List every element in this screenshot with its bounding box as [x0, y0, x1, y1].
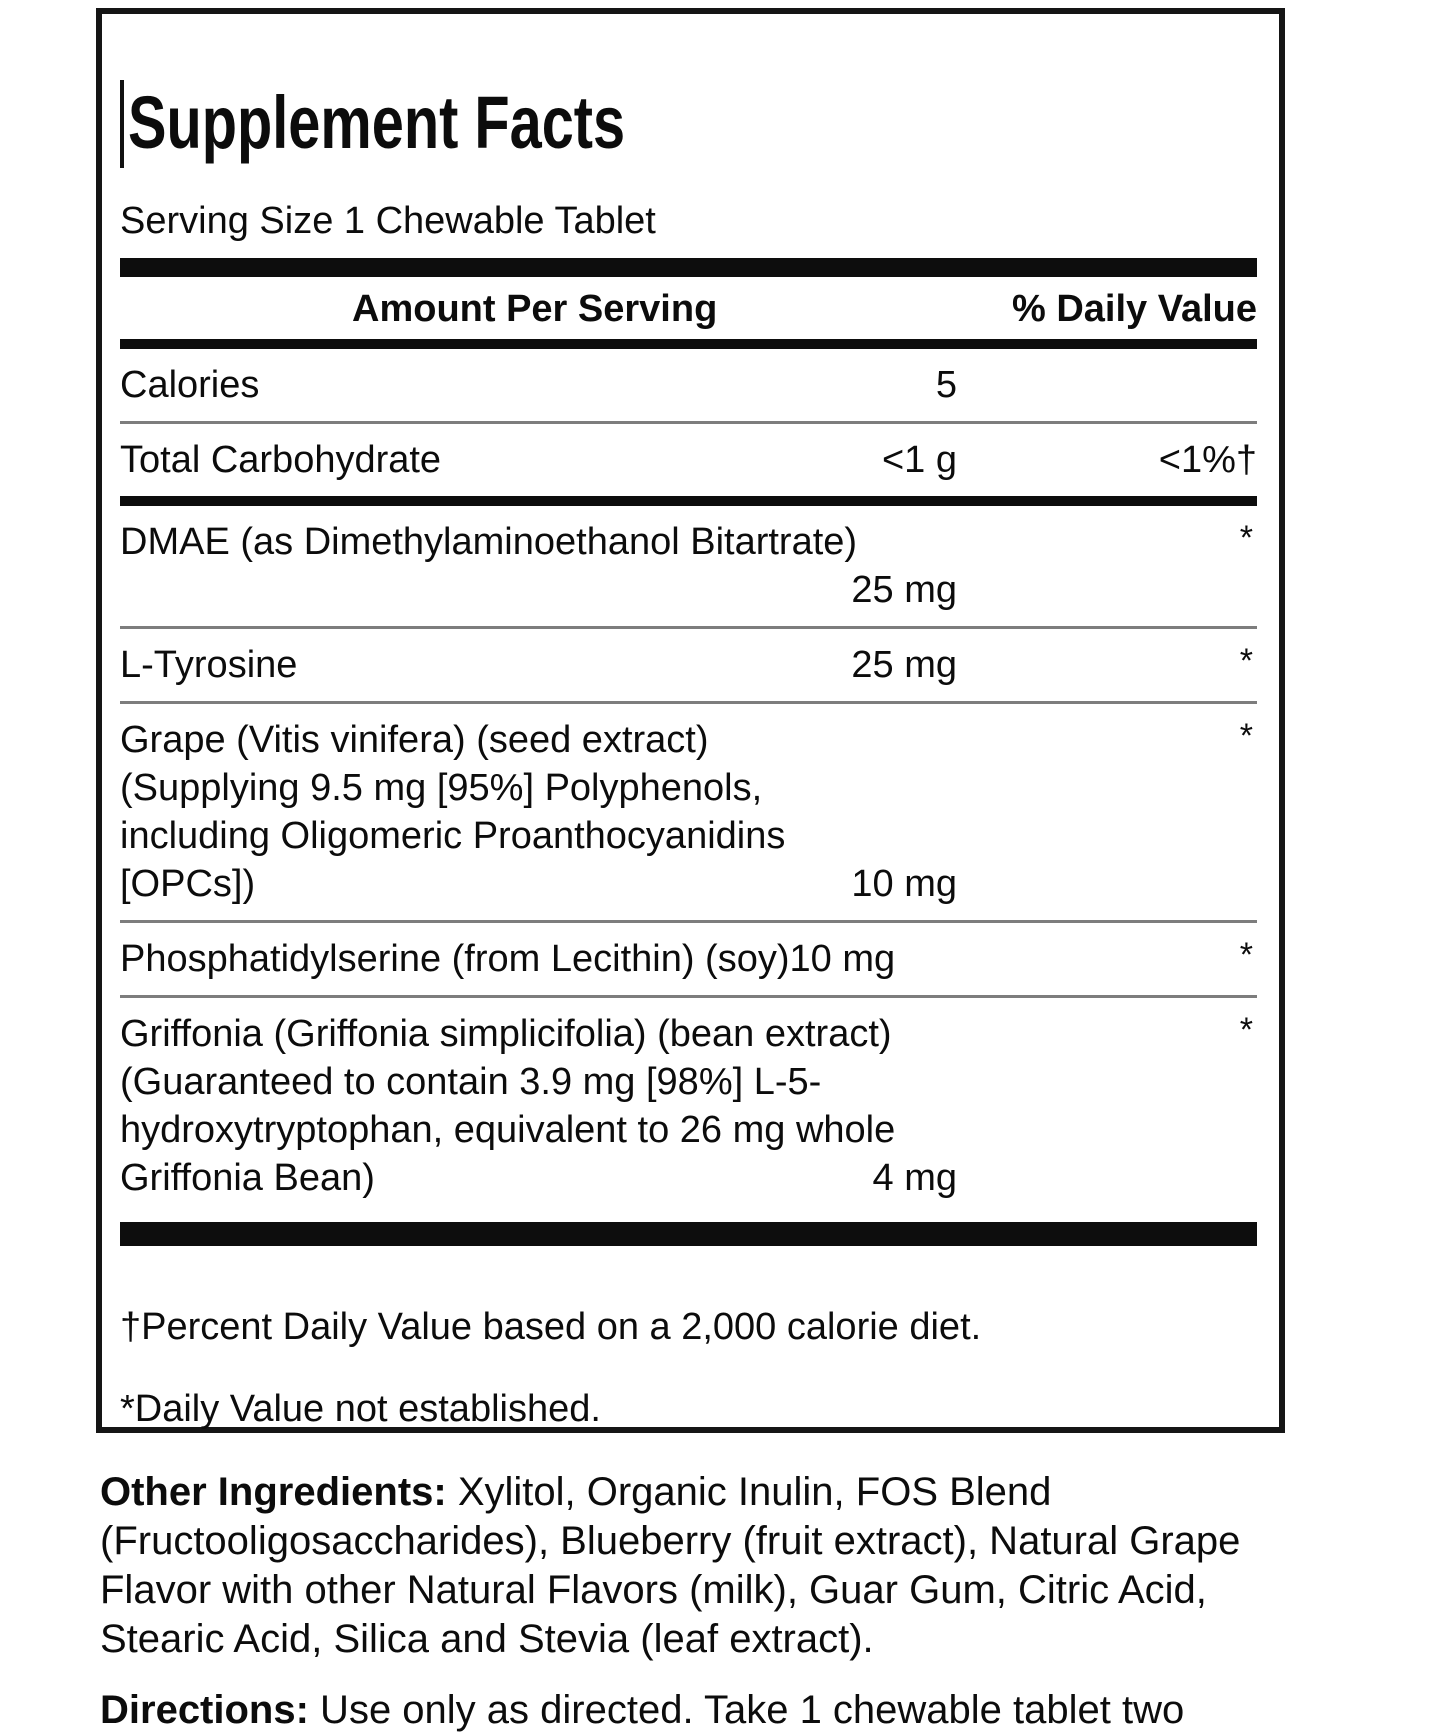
- table-header-row: [120, 277, 1257, 339]
- other-ingredients-label: Other Ingredients:: [100, 1470, 447, 1514]
- row-line: [120, 566, 1257, 614]
- row-line: [120, 641, 1257, 689]
- table-row-dmae: [120, 506, 1257, 626]
- row-line: [120, 1154, 1257, 1202]
- nutrient-amount: 5: [935, 364, 957, 406]
- nutrient-name: L-Tyrosine: [120, 644, 298, 686]
- nutrient-name: Griffonia (Griffonia simplicifolia) (bean extract): [120, 1013, 892, 1055]
- row-line: [120, 1058, 1257, 1106]
- nutrient-amount: 25 mg: [851, 644, 957, 686]
- row-line: [120, 1106, 1257, 1154]
- nutrient-name: hydroxytryptophan, equivalent to 26 mg whole: [120, 1109, 896, 1151]
- nutrient-name: DMAE (as Dimethylaminoethanol Bitartrate): [120, 521, 858, 563]
- nutrient-name: Calories: [120, 364, 260, 406]
- row-line: [120, 518, 1257, 566]
- directions-label: Directions:: [100, 1688, 309, 1732]
- divider-heavy-top: [120, 258, 1257, 277]
- footnote-daily-value-not-established: *Daily Value not established.: [120, 1388, 601, 1430]
- daily-value-cell: <1%†: [1158, 439, 1257, 481]
- nutrient-name: (Supplying 9.5 mg [95%] Polyphenols,: [120, 767, 763, 809]
- table-row-calories: [120, 349, 1257, 421]
- nutrient-name: Phosphatidylserine (from Lecithin) (soy): [120, 938, 790, 980]
- other-ingredients-line: (Fructooligosaccharides), Blueberry (fruit extract), Natural Grape: [100, 1519, 1241, 1563]
- daily-value-asterisk: *: [1239, 936, 1253, 974]
- other-ingredients-paragraph: [100, 1468, 1310, 1664]
- other-ingredients-text: Xylitol, Organic Inulin, FOS Blend: [446, 1470, 1052, 1514]
- panel-title-row: [120, 80, 1257, 168]
- row-line: [120, 716, 1257, 764]
- divider-heavy-bottom: [120, 1222, 1257, 1246]
- footnote-percent-daily-value: †Percent Daily Value based on a 2,000 calorie diet.: [120, 1306, 982, 1348]
- nutrient-amount: 10 mg: [851, 863, 957, 905]
- other-ingredients-line: Flavor with other Natural Flavors (milk), Guar Gum, Citric Acid,: [100, 1568, 1207, 1612]
- header-daily-value: % Daily Value: [1011, 288, 1257, 330]
- row-line: [120, 764, 1257, 812]
- table-row-grape-seed-extract: [120, 704, 1257, 920]
- nutrient-amount: 4 mg: [872, 1157, 957, 1199]
- row-line: [120, 860, 1257, 908]
- text-cursor-artifact: [120, 80, 124, 168]
- table-row-l-tyrosine: [120, 629, 1257, 701]
- daily-value-asterisk: *: [1239, 519, 1253, 557]
- daily-value-asterisk: *: [1239, 642, 1253, 680]
- row-line: [120, 361, 1257, 409]
- table-row-griffonia: [120, 998, 1257, 1214]
- nutrient-name: Griffonia Bean): [120, 1157, 375, 1199]
- table-row-phosphatidylserine: [120, 923, 1257, 995]
- nutrient-name: [OPCs]): [120, 863, 256, 905]
- divider-medium-under-header: [120, 339, 1257, 349]
- daily-value-asterisk: *: [1239, 717, 1253, 755]
- daily-value-asterisk: *: [1239, 1011, 1253, 1049]
- row-line: [120, 812, 1257, 860]
- nutrient-name: (Guaranteed to contain 3.9 mg [98%] L-5-: [120, 1061, 822, 1103]
- table-row-total-carbohydrate: [120, 424, 1257, 496]
- row-line: [120, 935, 1257, 983]
- nutrient-name: including Oligomeric Proanthocyanidins: [120, 815, 786, 857]
- nutrient-name: Grape (Vitis vinifera) (seed extract): [120, 719, 709, 761]
- nutrient-amount: 10 mg: [789, 938, 896, 980]
- other-ingredients-line: Stearic Acid, Silica and Stevia (leaf extract).: [100, 1617, 874, 1661]
- divider-medium: [120, 496, 1257, 506]
- nutrient-amount: 25 mg: [851, 569, 957, 611]
- panel-title: Supplement Facts: [128, 81, 626, 164]
- serving-size-text: Serving Size 1 Chewable Tablet: [120, 200, 656, 242]
- header-amount-per-serving: Amount Per Serving: [352, 288, 718, 330]
- nutrient-amount: <1 g: [881, 439, 957, 481]
- other-ingredients-line: [100, 1468, 1310, 1517]
- directions-text: Use only as directed. Take 1 chewable tablet two: [308, 1688, 1185, 1732]
- row-line: [120, 436, 1257, 484]
- nutrient-name: Total Carbohydrate: [120, 439, 442, 481]
- supplement-facts-panel: [96, 8, 1285, 1433]
- row-line: [120, 1010, 1257, 1058]
